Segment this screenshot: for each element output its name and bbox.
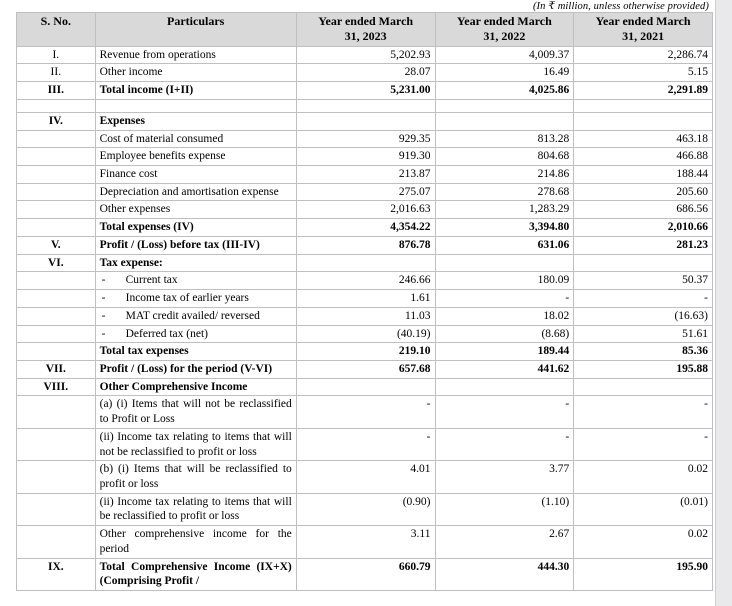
- cell-y2021: 51.61: [574, 325, 713, 343]
- cell-serial-number: [17, 396, 96, 428]
- cell-y2022: [435, 254, 574, 272]
- cell-y2023: 3.11: [296, 526, 435, 558]
- cell-serial-number: [17, 325, 96, 343]
- cell-y2023: 4.01: [296, 461, 435, 493]
- cell-particulars: [95, 325, 296, 343]
- cell-y2022: [435, 112, 574, 130]
- cell-serial-number: [17, 343, 96, 361]
- cell-particulars: Total tax expenses: [95, 343, 296, 361]
- cell-y2022: 4,025.86: [435, 82, 574, 100]
- cell-y2022: 189.44: [435, 343, 574, 361]
- table-row: [17, 219, 713, 237]
- cell-serial-number: IV.: [17, 112, 96, 130]
- cell-y2021: (0.01): [574, 493, 713, 525]
- units-caption: (In ₹ million, unless otherwise provided): [532, 1, 709, 12]
- cell-y2022: -: [435, 290, 574, 308]
- financial-statement-table: [16, 12, 713, 591]
- cell-serial-number: I.: [17, 46, 96, 64]
- table-row: [17, 254, 713, 272]
- cell-serial-number: [17, 428, 96, 460]
- cell-y2022: 813.28: [435, 130, 574, 148]
- cell-y2021: 2,291.89: [574, 82, 713, 100]
- cell-serial-number: VI.: [17, 254, 96, 272]
- particulars-dash-item: [100, 309, 292, 324]
- cell-y2021: 195.90: [574, 558, 713, 590]
- table-header-row: [17, 13, 713, 47]
- cell-particulars: [95, 272, 296, 290]
- column-header-particulars: Particulars: [95, 13, 296, 47]
- cell-serial-number: [17, 290, 96, 308]
- column-header-year-2023-line2: 31, 2023: [344, 29, 387, 44]
- cell-particulars: Total Comprehensive Income (IX+X) (Comprising Profit /: [95, 558, 296, 590]
- cell-y2021: [574, 112, 713, 130]
- window-scrollbar-gutter[interactable]: [715, 0, 732, 606]
- table-row: [17, 183, 713, 201]
- dash-bullet-icon: -: [101, 309, 106, 322]
- table-row: [17, 130, 713, 148]
- cell-y2021: 2,286.74: [574, 46, 713, 64]
- cell-serial-number: [17, 461, 96, 493]
- cell-y2022: -: [435, 428, 574, 460]
- cell-particulars: Other comprehensive income for the period: [95, 526, 296, 558]
- cell-y2021: [574, 378, 713, 396]
- cell-y2022: 18.02: [435, 307, 574, 325]
- cell-y2022: 441.62: [435, 360, 574, 378]
- cell-serial-number: VIII.: [17, 378, 96, 396]
- cell-serial-number: [17, 99, 96, 112]
- dash-bullet-icon: -: [101, 292, 106, 305]
- particulars-dash-item: [100, 273, 292, 288]
- cell-y2022: 278.68: [435, 183, 574, 201]
- cell-y2023: 28.07: [296, 64, 435, 82]
- cell-y2021: (16.63): [574, 307, 713, 325]
- table-row: [17, 46, 713, 64]
- cell-y2022: 3.77: [435, 461, 574, 493]
- cell-particulars: Finance cost: [95, 166, 296, 184]
- table-row: [17, 378, 713, 396]
- cell-y2021: -: [574, 290, 713, 308]
- cell-y2022: (1.10): [435, 493, 574, 525]
- cell-serial-number: [17, 526, 96, 558]
- cell-y2022: 1,283.29: [435, 201, 574, 219]
- cell-particulars: Revenue from operations: [95, 46, 296, 64]
- particulars-label: Deferred tax (net): [125, 327, 208, 340]
- cell-y2023: 246.66: [296, 272, 435, 290]
- table-row: [17, 396, 713, 428]
- cell-y2022: 214.86: [435, 166, 574, 184]
- cell-y2021: 281.23: [574, 236, 713, 254]
- particulars-label: Income tax of earlier years: [125, 292, 249, 305]
- cell-y2023: (40.19): [296, 325, 435, 343]
- cell-y2023: 213.87: [296, 166, 435, 184]
- cell-y2021: 686.56: [574, 201, 713, 219]
- cell-particulars: (ii) Income tax relating to items that will not be reclassified to profit or loss: [95, 428, 296, 460]
- dash-bullet-icon: -: [101, 274, 106, 287]
- column-header-year-2021-line2: 31, 2021: [622, 29, 665, 44]
- cell-y2021: 188.44: [574, 166, 713, 184]
- cell-y2022: -: [435, 396, 574, 428]
- cell-particulars: (a) (i) Items that will not be reclassified to Profit or Loss: [95, 396, 296, 428]
- cell-serial-number: [17, 148, 96, 166]
- column-header-year-2023-line1: Year ended March: [318, 14, 414, 28]
- cell-y2021: 5.15: [574, 64, 713, 82]
- table-row: [17, 325, 713, 343]
- cell-y2023: 660.79: [296, 558, 435, 590]
- column-header-year-2022-line2: 31, 2022: [483, 29, 526, 44]
- cell-serial-number: [17, 493, 96, 525]
- cell-serial-number: III.: [17, 82, 96, 100]
- cell-y2021: 463.18: [574, 130, 713, 148]
- table-row: [17, 343, 713, 361]
- cell-y2021: 195.88: [574, 360, 713, 378]
- table-row: [17, 360, 713, 378]
- cell-y2023: [296, 99, 435, 112]
- cell-y2023: [296, 378, 435, 396]
- cell-particulars: Depreciation and amortisation expense: [95, 183, 296, 201]
- cell-y2023: 876.78: [296, 236, 435, 254]
- cell-serial-number: [17, 272, 96, 290]
- cell-y2023: 1.61: [296, 290, 435, 308]
- cell-y2023: 657.68: [296, 360, 435, 378]
- cell-particulars: [95, 307, 296, 325]
- cell-y2022: 16.49: [435, 64, 574, 82]
- cell-y2023: 919.30: [296, 148, 435, 166]
- cell-particulars: Cost of material consumed: [95, 130, 296, 148]
- column-header-sno: S. No.: [17, 13, 96, 47]
- cell-serial-number: II.: [17, 64, 96, 82]
- cell-particulars: Total expenses (IV): [95, 219, 296, 237]
- table-row: [17, 82, 713, 100]
- cell-y2022: [435, 99, 574, 112]
- cell-serial-number: [17, 201, 96, 219]
- cell-serial-number: [17, 183, 96, 201]
- cell-y2021: -: [574, 396, 713, 428]
- cell-particulars: [95, 99, 296, 112]
- cell-particulars: Other income: [95, 64, 296, 82]
- table-row: [17, 307, 713, 325]
- table-body: [17, 46, 713, 590]
- cell-y2023: -: [296, 396, 435, 428]
- table-row: [17, 166, 713, 184]
- particulars-dash-item: [100, 327, 292, 342]
- cell-y2022: 3,394.80: [435, 219, 574, 237]
- cell-y2023: 11.03: [296, 307, 435, 325]
- cell-y2023: 5,202.93: [296, 46, 435, 64]
- cell-y2022: 804.68: [435, 148, 574, 166]
- column-header-year-2023: [296, 13, 435, 47]
- cell-y2022: 631.06: [435, 236, 574, 254]
- cell-y2023: [296, 112, 435, 130]
- cell-y2022: 4,009.37: [435, 46, 574, 64]
- table-row: [17, 428, 713, 460]
- cell-particulars: Other Comprehensive Income: [95, 378, 296, 396]
- cell-y2023: 219.10: [296, 343, 435, 361]
- table-row: [17, 290, 713, 308]
- cell-particulars: [95, 290, 296, 308]
- cell-y2022: 180.09: [435, 272, 574, 290]
- cell-y2023: 2,016.63: [296, 201, 435, 219]
- cell-y2021: 466.88: [574, 148, 713, 166]
- cell-y2022: (8.68): [435, 325, 574, 343]
- cell-y2022: 444.30: [435, 558, 574, 590]
- cell-serial-number: [17, 166, 96, 184]
- table-spacer-row: [17, 99, 713, 112]
- cell-serial-number: [17, 130, 96, 148]
- cell-particulars: Tax expense:: [95, 254, 296, 272]
- table-row: [17, 64, 713, 82]
- dash-bullet-icon: -: [101, 327, 106, 340]
- cell-y2022: 2.67: [435, 526, 574, 558]
- cell-serial-number: IX.: [17, 558, 96, 590]
- column-header-year-2022: [435, 13, 574, 47]
- cell-y2021: 85.36: [574, 343, 713, 361]
- cell-y2023: -: [296, 428, 435, 460]
- table-row: [17, 461, 713, 493]
- cell-y2023: 275.07: [296, 183, 435, 201]
- particulars-dash-item: [100, 291, 292, 306]
- cell-particulars: (ii) Income tax relating to items that will be reclassified to profit or loss: [95, 493, 296, 525]
- table-row: [17, 558, 713, 590]
- cell-y2023: [296, 254, 435, 272]
- cell-serial-number: [17, 307, 96, 325]
- cell-particulars: Profit / (Loss) before tax (III-IV): [95, 236, 296, 254]
- column-header-year-2021-line1: Year ended March: [595, 14, 691, 28]
- cell-y2023: 4,354.22: [296, 219, 435, 237]
- cell-serial-number: VII.: [17, 360, 96, 378]
- particulars-label: MAT credit availed/ reversed: [125, 309, 260, 322]
- cell-y2023: 5,231.00: [296, 82, 435, 100]
- cell-y2021: 0.02: [574, 526, 713, 558]
- particulars-label: Current tax: [125, 274, 178, 287]
- table-row: [17, 526, 713, 558]
- table-row: [17, 112, 713, 130]
- cell-y2021: 50.37: [574, 272, 713, 290]
- cell-y2021: -: [574, 428, 713, 460]
- cell-y2023: (0.90): [296, 493, 435, 525]
- cell-particulars: Profit / (Loss) for the period (V-VI): [95, 360, 296, 378]
- cell-particulars: Expenses: [95, 112, 296, 130]
- table-row: [17, 148, 713, 166]
- table-row: [17, 236, 713, 254]
- table-row: [17, 272, 713, 290]
- cell-y2021: 0.02: [574, 461, 713, 493]
- table-row: [17, 493, 713, 525]
- cell-y2021: [574, 254, 713, 272]
- cell-particulars: Total income (I+II): [95, 82, 296, 100]
- cell-particulars: (b) (i) Items that will be reclassified to profit or loss: [95, 461, 296, 493]
- cell-y2022: [435, 378, 574, 396]
- column-header-year-2021: [574, 13, 713, 47]
- cell-y2023: 929.35: [296, 130, 435, 148]
- table-header: [17, 13, 713, 47]
- cell-particulars: Employee benefits expense: [95, 148, 296, 166]
- cell-y2021: [574, 99, 713, 112]
- cell-y2021: 205.60: [574, 183, 713, 201]
- cell-serial-number: [17, 219, 96, 237]
- cell-particulars: Other expenses: [95, 201, 296, 219]
- column-header-year-2022-line1: Year ended March: [456, 14, 552, 28]
- cell-serial-number: V.: [17, 236, 96, 254]
- table-row: [17, 201, 713, 219]
- cell-y2021: 2,010.66: [574, 219, 713, 237]
